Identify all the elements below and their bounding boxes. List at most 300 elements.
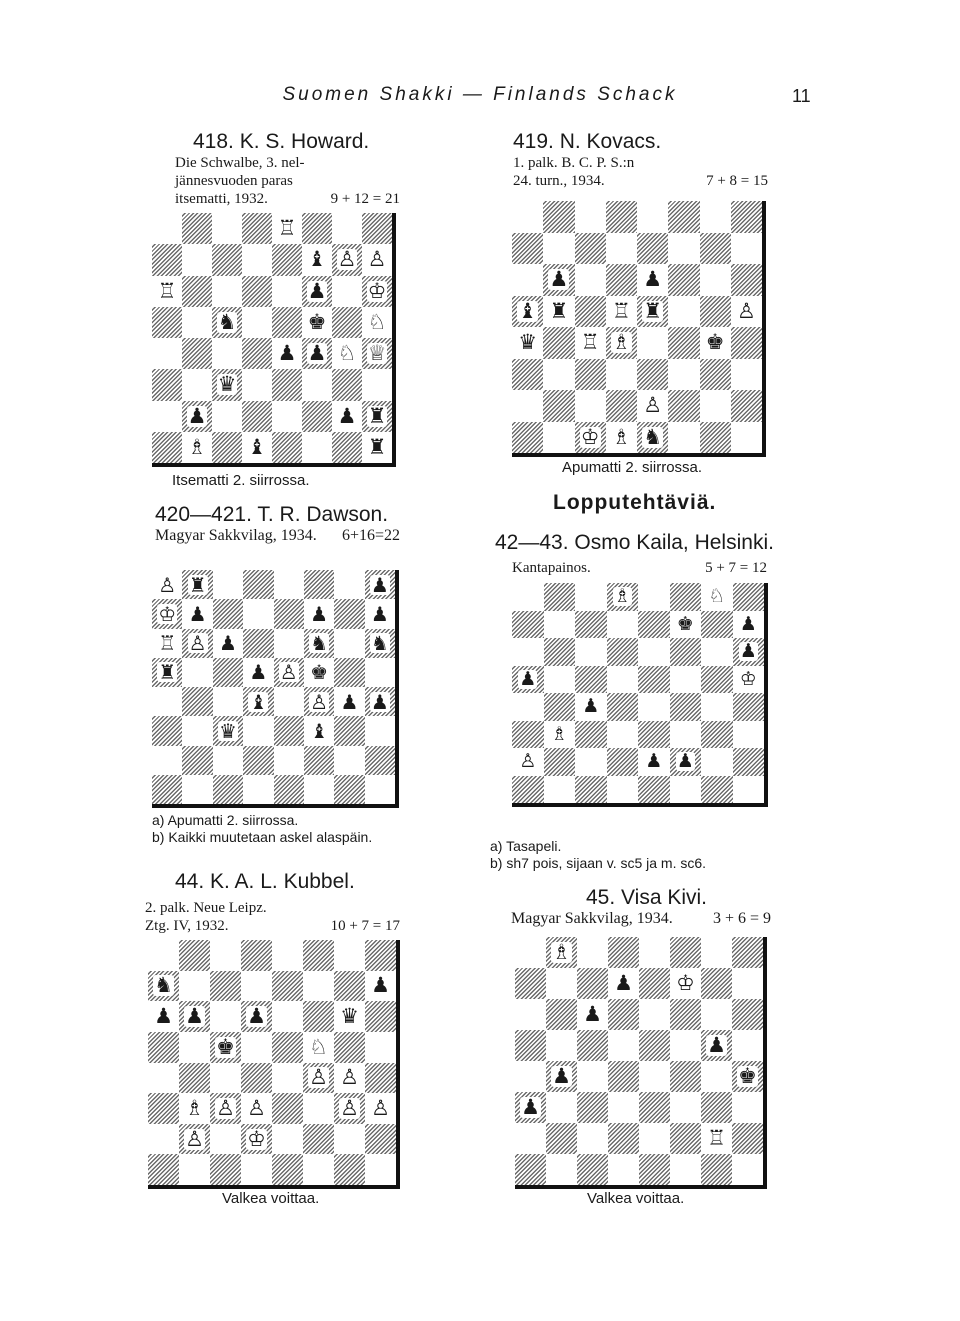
board-square bbox=[182, 746, 212, 775]
chess-piece: ♗ bbox=[613, 585, 631, 608]
board-square bbox=[639, 1061, 670, 1092]
board-square bbox=[210, 971, 241, 1002]
chess-piece: ♖ bbox=[611, 298, 631, 323]
board-square bbox=[608, 1123, 639, 1154]
board-square bbox=[334, 658, 364, 687]
board-square bbox=[543, 233, 574, 265]
board-square bbox=[148, 940, 179, 971]
board-square bbox=[608, 1061, 639, 1092]
problem-source: Ztg. IV, 1932. bbox=[145, 918, 229, 934]
problem-heading: 418. K. S. Howard. bbox=[193, 130, 370, 153]
board-square bbox=[701, 1061, 732, 1092]
chess-piece: ♖ bbox=[157, 278, 177, 303]
board-square bbox=[575, 583, 607, 611]
board-square bbox=[362, 213, 392, 244]
problem-heading: 42—43. Osmo Kaila, Helsinki. bbox=[495, 531, 774, 554]
board-square bbox=[606, 327, 637, 359]
board-square bbox=[148, 1032, 179, 1063]
board-square bbox=[152, 570, 182, 599]
board-square bbox=[272, 1124, 303, 1155]
chess-piece: ♟ bbox=[370, 689, 389, 714]
board-square bbox=[637, 296, 668, 328]
board-square bbox=[179, 940, 210, 971]
board-square bbox=[732, 999, 763, 1030]
chess-piece: ♗ bbox=[187, 434, 207, 459]
board-square bbox=[152, 716, 182, 745]
problem-source: 24. turn., 1934. bbox=[513, 173, 605, 189]
board-square bbox=[546, 1030, 577, 1061]
board-square bbox=[302, 432, 332, 463]
board-square bbox=[607, 666, 639, 694]
chess-piece: ♜ bbox=[367, 403, 387, 428]
chess-piece: ♞ bbox=[370, 631, 389, 656]
board-square bbox=[637, 201, 668, 233]
chess-piece: ♙ bbox=[310, 689, 329, 714]
board-square bbox=[701, 638, 733, 666]
chess-piece: ♟ bbox=[583, 1002, 602, 1026]
section-title: Lopputehtäviä. bbox=[553, 491, 717, 514]
board-square bbox=[241, 940, 272, 971]
chess-board-419 bbox=[512, 201, 766, 457]
board-square bbox=[701, 1154, 732, 1185]
board-square bbox=[213, 570, 243, 599]
chess-piece: ♟ bbox=[521, 1095, 540, 1119]
board-square bbox=[182, 369, 212, 400]
chess-piece: ♗ bbox=[550, 722, 568, 745]
board-square bbox=[152, 775, 182, 804]
board-square bbox=[607, 748, 639, 776]
chess-piece: ♝ bbox=[247, 434, 267, 459]
board-square bbox=[272, 276, 302, 307]
board-square bbox=[148, 971, 179, 1002]
board-square bbox=[608, 968, 639, 999]
board-square bbox=[272, 971, 303, 1002]
board-square bbox=[700, 201, 731, 233]
chess-piece: ♖ bbox=[277, 216, 297, 241]
chess-piece: ♗ bbox=[552, 940, 571, 964]
board-square bbox=[152, 599, 182, 628]
board-square bbox=[241, 1154, 272, 1185]
board-square bbox=[182, 338, 212, 369]
board-square bbox=[700, 327, 731, 359]
chess-piece: ♔ bbox=[676, 971, 695, 995]
board-square bbox=[179, 1032, 210, 1063]
board-square bbox=[365, 570, 395, 599]
board-square bbox=[577, 1154, 608, 1185]
chess-board-45 bbox=[515, 937, 767, 1189]
chess-piece: ♔ bbox=[739, 667, 757, 690]
board-square bbox=[243, 570, 273, 599]
board-square bbox=[332, 369, 362, 400]
board-square bbox=[731, 422, 762, 454]
chess-piece: ♙ bbox=[337, 247, 357, 272]
chess-piece: ♖ bbox=[580, 330, 600, 355]
board-square bbox=[670, 583, 702, 611]
board-square bbox=[544, 693, 576, 721]
board-square bbox=[304, 775, 334, 804]
board-square bbox=[701, 1123, 732, 1154]
board-square bbox=[638, 721, 670, 749]
board-square bbox=[668, 359, 699, 391]
board-square bbox=[608, 937, 639, 968]
chess-piece: ♚ bbox=[738, 1064, 757, 1088]
problem-419-header bbox=[513, 130, 768, 190]
board-square bbox=[212, 432, 242, 463]
chess-piece: ♚ bbox=[705, 330, 725, 355]
chess-board-44 bbox=[148, 940, 400, 1189]
board-square bbox=[152, 276, 182, 307]
board-square bbox=[212, 276, 242, 307]
page-number: 11 bbox=[792, 86, 811, 106]
chess-piece: ♙ bbox=[309, 1065, 328, 1090]
board-square bbox=[668, 390, 699, 422]
board-square bbox=[152, 244, 182, 275]
chess-piece: ♝ bbox=[307, 247, 327, 272]
board-square bbox=[303, 1001, 334, 1032]
board-square bbox=[733, 583, 765, 611]
board-square bbox=[577, 1092, 608, 1123]
board-square bbox=[733, 748, 765, 776]
chess-piece: ♟ bbox=[582, 695, 600, 718]
board-square bbox=[213, 658, 243, 687]
board-square bbox=[148, 1093, 179, 1124]
board-square bbox=[606, 264, 637, 296]
chess-piece: ♟ bbox=[187, 403, 207, 428]
board-square bbox=[668, 327, 699, 359]
board-square bbox=[362, 338, 392, 369]
chess-piece: ♙ bbox=[188, 631, 207, 656]
board-square bbox=[515, 968, 546, 999]
board-square bbox=[575, 359, 606, 391]
board-square bbox=[732, 968, 763, 999]
board-square bbox=[303, 1093, 334, 1124]
board-square bbox=[302, 369, 332, 400]
board-square bbox=[700, 233, 731, 265]
problem-420-header bbox=[155, 503, 400, 545]
board-square bbox=[701, 968, 732, 999]
board-square bbox=[272, 307, 302, 338]
board-square bbox=[544, 611, 576, 639]
board-square bbox=[543, 359, 574, 391]
board-square bbox=[365, 1032, 396, 1063]
board-square bbox=[701, 776, 733, 804]
board-square bbox=[543, 201, 574, 233]
board-square bbox=[575, 611, 607, 639]
problem-notes bbox=[152, 812, 372, 846]
chess-board-42 bbox=[512, 583, 768, 807]
board-square bbox=[544, 638, 576, 666]
board-square bbox=[701, 611, 733, 639]
board-square bbox=[241, 1124, 272, 1155]
chess-piece: ♟ bbox=[371, 973, 390, 998]
board-square bbox=[606, 390, 637, 422]
chess-piece: ♝ bbox=[310, 718, 329, 743]
board-square bbox=[607, 721, 639, 749]
board-square bbox=[272, 244, 302, 275]
board-square bbox=[700, 264, 731, 296]
board-square bbox=[152, 307, 182, 338]
board-square bbox=[637, 327, 668, 359]
board-square bbox=[362, 276, 392, 307]
board-square bbox=[607, 638, 639, 666]
board-square bbox=[512, 693, 544, 721]
board-square bbox=[515, 1123, 546, 1154]
board-square bbox=[577, 968, 608, 999]
board-square bbox=[638, 611, 670, 639]
note-line: a) Tasapeli. bbox=[490, 838, 562, 854]
board-square bbox=[638, 748, 670, 776]
board-square bbox=[303, 971, 334, 1002]
board-square bbox=[607, 776, 639, 804]
board-square bbox=[365, 687, 395, 716]
problem-source: Magyar Sakkvilag, 1934. bbox=[155, 527, 317, 544]
board-square bbox=[575, 666, 607, 694]
board-square bbox=[152, 401, 182, 432]
board-square bbox=[639, 1123, 670, 1154]
board-square bbox=[639, 1030, 670, 1061]
chess-piece: ♙ bbox=[247, 1095, 266, 1120]
chess-piece: ♘ bbox=[708, 585, 726, 608]
board-square bbox=[243, 716, 273, 745]
board-square bbox=[213, 775, 243, 804]
chess-piece: ♙ bbox=[519, 750, 537, 773]
board-square bbox=[701, 748, 733, 776]
board-square bbox=[213, 599, 243, 628]
board-square bbox=[575, 776, 607, 804]
chess-piece: ♟ bbox=[643, 267, 663, 292]
chess-piece: ♛ bbox=[340, 1004, 359, 1029]
board-square bbox=[182, 432, 212, 463]
board-square bbox=[272, 1154, 303, 1185]
board-square bbox=[606, 422, 637, 454]
board-square bbox=[365, 599, 395, 628]
board-square bbox=[638, 666, 670, 694]
chess-piece: ♞ bbox=[217, 309, 237, 334]
note-line: b) sh7 pois, sijaan v. sc5 ja m. sc6. bbox=[490, 855, 707, 871]
board-square bbox=[179, 971, 210, 1002]
board-square bbox=[243, 658, 273, 687]
chess-piece: ♛ bbox=[218, 718, 237, 743]
board-square bbox=[638, 776, 670, 804]
board-square bbox=[148, 1124, 179, 1155]
board-square bbox=[212, 213, 242, 244]
board-square bbox=[182, 658, 212, 687]
board-square bbox=[365, 1154, 396, 1185]
problem-notes bbox=[490, 838, 706, 872]
board-square bbox=[701, 1092, 732, 1123]
board-square bbox=[242, 244, 272, 275]
board-square bbox=[512, 327, 543, 359]
board-square bbox=[733, 693, 765, 721]
board-square bbox=[334, 775, 364, 804]
board-square bbox=[637, 264, 668, 296]
board-square bbox=[334, 629, 364, 658]
board-square bbox=[668, 264, 699, 296]
board-square bbox=[732, 1154, 763, 1185]
board-square bbox=[575, 721, 607, 749]
chess-piece: ♟ bbox=[307, 278, 327, 303]
board-square bbox=[731, 233, 762, 265]
board-square bbox=[274, 746, 304, 775]
board-square bbox=[272, 369, 302, 400]
piece-count: 3 + 6 = 9 bbox=[712, 910, 771, 927]
chess-board-418 bbox=[152, 213, 396, 467]
board-square bbox=[670, 1123, 701, 1154]
board-square bbox=[272, 213, 302, 244]
board-square bbox=[670, 611, 702, 639]
board-square bbox=[272, 1032, 303, 1063]
board-square bbox=[303, 1154, 334, 1185]
board-square bbox=[274, 687, 304, 716]
board-square bbox=[670, 1092, 701, 1123]
board-square bbox=[243, 629, 273, 658]
chess-piece: ♛ bbox=[217, 372, 237, 397]
board-square bbox=[243, 775, 273, 804]
board-square bbox=[733, 721, 765, 749]
chess-piece: ♟ bbox=[277, 341, 297, 366]
board-square bbox=[639, 937, 670, 968]
board-square bbox=[182, 716, 212, 745]
board-square bbox=[212, 401, 242, 432]
board-square bbox=[210, 940, 241, 971]
chess-piece: ♝ bbox=[518, 298, 538, 323]
board-square bbox=[332, 307, 362, 338]
chess-piece: ♘ bbox=[309, 1034, 328, 1059]
board-square bbox=[544, 776, 576, 804]
board-square bbox=[575, 422, 606, 454]
problem-heading: 419. N. Kovacs. bbox=[513, 130, 662, 153]
board-square bbox=[365, 629, 395, 658]
board-square bbox=[242, 432, 272, 463]
board-square bbox=[152, 746, 182, 775]
board-square bbox=[732, 1092, 763, 1123]
board-square bbox=[274, 658, 304, 687]
board-square bbox=[302, 338, 332, 369]
board-square bbox=[670, 748, 702, 776]
board-square bbox=[512, 638, 544, 666]
board-square bbox=[148, 1154, 179, 1185]
board-square bbox=[303, 1032, 334, 1063]
board-square bbox=[639, 1092, 670, 1123]
board-square bbox=[272, 1063, 303, 1094]
chess-piece: ♜ bbox=[367, 434, 387, 459]
board-square bbox=[212, 338, 242, 369]
board-square bbox=[515, 1061, 546, 1092]
board-square bbox=[182, 629, 212, 658]
board-square bbox=[179, 1154, 210, 1185]
board-square bbox=[577, 937, 608, 968]
board-square bbox=[639, 999, 670, 1030]
board-square bbox=[334, 746, 364, 775]
board-square bbox=[732, 1061, 763, 1092]
board-square bbox=[272, 401, 302, 432]
board-square bbox=[577, 999, 608, 1030]
board-square bbox=[670, 999, 701, 1030]
board-square bbox=[304, 629, 334, 658]
board-square bbox=[546, 968, 577, 999]
problem-source: jännesvuoden paras bbox=[175, 173, 293, 189]
board-square bbox=[512, 583, 544, 611]
board-square bbox=[515, 1030, 546, 1061]
board-square bbox=[212, 244, 242, 275]
board-square bbox=[304, 687, 334, 716]
board-square bbox=[152, 338, 182, 369]
board-square bbox=[515, 937, 546, 968]
board-square bbox=[182, 213, 212, 244]
piece-count: 7 + 8 = 15 bbox=[706, 173, 768, 189]
board-square bbox=[544, 748, 576, 776]
piece-count: 6+16=22 bbox=[341, 527, 400, 544]
chess-piece: ♟ bbox=[185, 1004, 204, 1029]
board-square bbox=[608, 1154, 639, 1185]
board-square bbox=[332, 338, 362, 369]
board-square bbox=[365, 1063, 396, 1094]
problem-source: 2. palk. Neue Leipz. bbox=[145, 900, 267, 916]
chess-piece: ♔ bbox=[247, 1126, 266, 1151]
board-square bbox=[148, 1001, 179, 1032]
board-square bbox=[515, 1154, 546, 1185]
chess-piece: ♟ bbox=[188, 601, 207, 626]
board-square bbox=[362, 401, 392, 432]
board-square bbox=[210, 1124, 241, 1155]
board-square bbox=[670, 1061, 701, 1092]
board-square bbox=[332, 401, 362, 432]
board-square bbox=[152, 687, 182, 716]
note-line: a) Apumatti 2. siirrossa. bbox=[152, 812, 299, 828]
board-square bbox=[700, 296, 731, 328]
chess-piece: ♙ bbox=[279, 660, 298, 685]
board-square bbox=[362, 369, 392, 400]
board-square bbox=[515, 1092, 546, 1123]
piece-count: 5 + 7 = 12 bbox=[705, 560, 767, 576]
chess-piece: ♗ bbox=[185, 1095, 204, 1120]
board-square bbox=[334, 1032, 365, 1063]
chess-piece: ♞ bbox=[310, 631, 329, 656]
board-square bbox=[575, 390, 606, 422]
board-square bbox=[365, 940, 396, 971]
problem-caption: Itsematti 2. siirrossa. bbox=[172, 472, 310, 489]
board-square bbox=[701, 583, 733, 611]
board-square bbox=[606, 201, 637, 233]
problem-source: itsematti, 1932. bbox=[175, 191, 268, 207]
board-square bbox=[575, 296, 606, 328]
chess-piece: ♔ bbox=[367, 278, 387, 303]
board-square bbox=[607, 583, 639, 611]
board-square bbox=[182, 570, 212, 599]
board-square bbox=[544, 721, 576, 749]
board-square bbox=[152, 658, 182, 687]
board-square bbox=[179, 1001, 210, 1032]
board-square bbox=[272, 338, 302, 369]
board-square bbox=[701, 693, 733, 721]
chess-piece: ♟ bbox=[370, 601, 389, 626]
board-square bbox=[302, 401, 332, 432]
board-square bbox=[210, 1032, 241, 1063]
board-square bbox=[731, 359, 762, 391]
chess-piece: ♟ bbox=[218, 631, 237, 656]
problem-45-header bbox=[511, 886, 771, 928]
chess-piece: ♜ bbox=[188, 572, 207, 597]
board-square bbox=[512, 422, 543, 454]
board-square bbox=[733, 776, 765, 804]
board-square bbox=[334, 687, 364, 716]
chess-piece: ♟ bbox=[645, 750, 663, 773]
board-square bbox=[546, 1123, 577, 1154]
board-square bbox=[670, 666, 702, 694]
chess-piece: ♙ bbox=[185, 1126, 204, 1151]
board-square bbox=[512, 264, 543, 296]
board-square bbox=[365, 775, 395, 804]
